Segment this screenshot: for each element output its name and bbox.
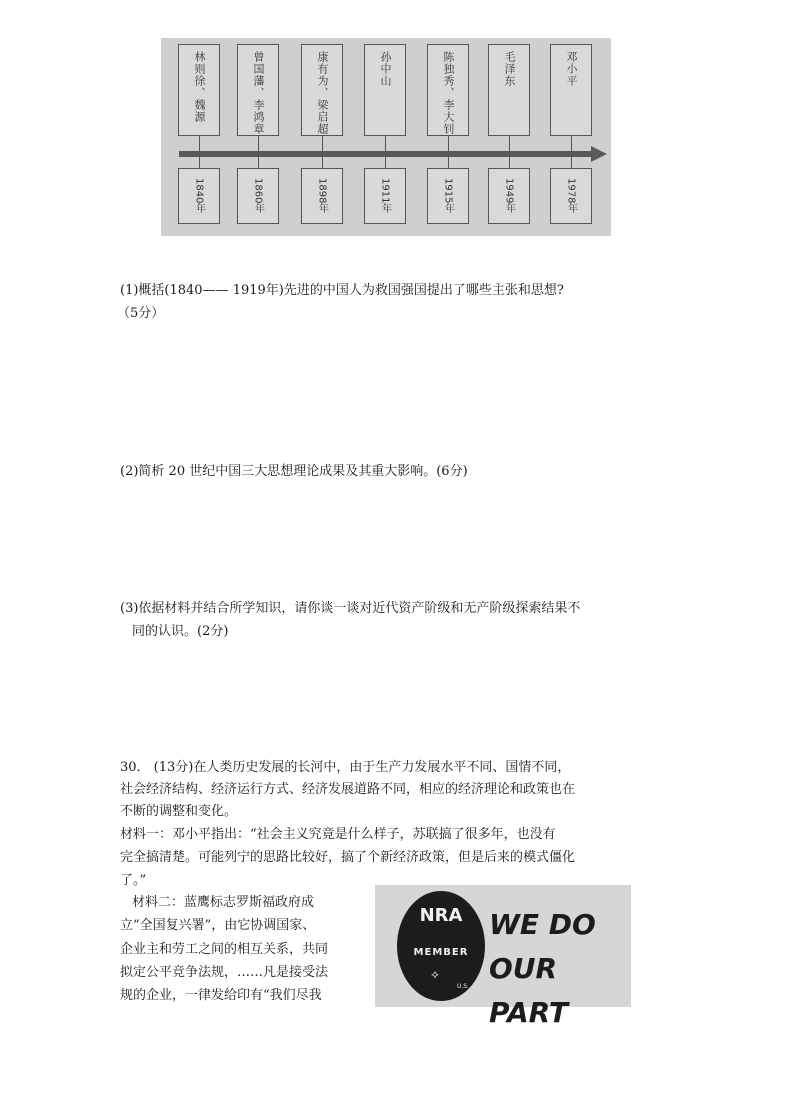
timeline-year-label: 1898年: [316, 178, 328, 214]
material-2-text-cont: 拟定公平竞争法规，……凡是接受法: [120, 965, 329, 980]
timeline-year-label: 1949年: [503, 178, 515, 214]
material-2-text-cont: 立“全国复兴署”，由它协调国家、: [120, 918, 316, 933]
question-30-intro: 30． (13分)在人类历史发展的长河中，由于生产力发展水平不同、国情不同，: [120, 760, 571, 775]
timeline-person-label: 孙中山: [379, 51, 392, 87]
question-2-text: (2)简析 20 世纪中国三大思想理论成果及其重大影响。(6分): [120, 464, 468, 479]
question-1-score: （5分）: [117, 306, 165, 321]
timeline-year-label: 1840年: [193, 178, 205, 214]
timeline-person-label: 林则徐、魏源: [193, 51, 206, 123]
timeline-person-label: 邓小平: [565, 51, 578, 87]
nra-slogan-line-1: WE DO: [489, 908, 596, 941]
timeline-year-box: [488, 168, 530, 224]
material-1-text: 材料一：邓小平指出：“社会主义究竟是什么样子，苏联搞了很多年，也没有: [120, 827, 556, 842]
timeline-year-box: [237, 168, 279, 224]
timeline-year-box: [550, 168, 592, 224]
timeline-figure: [161, 38, 611, 236]
question-3-text-cont: 同的认识。(2分): [132, 624, 229, 639]
eagle-icon: ⟡: [431, 967, 439, 981]
timeline-person-box: [488, 44, 530, 136]
nra-emblem-us: U.S.: [457, 983, 470, 990]
timeline-arrow-icon: [591, 146, 607, 162]
timeline-person-label: 陈独秀、李大钊: [442, 51, 455, 135]
timeline-person-label: 毛泽东: [503, 51, 516, 87]
material-2-text-cont: 规的企业，一律发给印有“我们尽我: [120, 988, 322, 1003]
timeline-person-box: [364, 44, 406, 136]
question-30-intro-cont: 不断的调整和变化。: [120, 804, 238, 819]
timeline-connector: [571, 136, 572, 168]
question-30-intro-cont: 社会经济结构、经济运行方式、经济发展道路不同，相应的经济理论和政策也在: [120, 782, 576, 797]
material-1-text-cont: 完全搞清楚。可能列宁的思路比较好，搞了个新经济政策，但是后来的模式僵化: [120, 850, 576, 865]
timeline-year-label: 1911年: [379, 178, 391, 214]
timeline-year-box: [364, 168, 406, 224]
timeline-person-box: [178, 44, 220, 136]
material-2-text: 材料二：蓝鹰标志罗斯福政府成: [132, 895, 315, 910]
timeline-connector: [448, 136, 449, 168]
nra-slogan: [489, 903, 631, 1035]
timeline-person-box: [301, 44, 343, 136]
timeline-year-box: [178, 168, 220, 224]
timeline-person-box: [427, 44, 469, 136]
nra-blue-eagle-emblem: [397, 891, 485, 1001]
timeline-year-box: [301, 168, 343, 224]
nra-slogan-line-2: OUR PART: [489, 952, 569, 1029]
timeline-year-label: 1978年: [565, 178, 577, 214]
timeline-connector: [385, 136, 386, 168]
timeline-person-label: 曾国藩、李鸿章: [252, 51, 265, 135]
timeline-connector: [199, 136, 200, 168]
timeline-connector: [322, 136, 323, 168]
nra-emblem-member: MEMBER: [413, 947, 469, 958]
timeline-connector: [509, 136, 510, 168]
material-2-text-cont: 企业主和劳工之间的相互关系，共同: [120, 942, 329, 957]
timeline-person-label: 康有为、梁启超: [316, 51, 329, 135]
timeline-year-label: 1915年: [442, 178, 454, 214]
timeline-year-label: 1860年: [252, 178, 264, 214]
timeline-person-box: [237, 44, 279, 136]
timeline-year-box: [427, 168, 469, 224]
timeline-connector: [258, 136, 259, 168]
material-1-text-cont: 了。”: [120, 873, 147, 888]
timeline-person-box: [550, 44, 592, 136]
question-1-text: (1)概括(1840—— 1919年)先进的中国人为救国强国提出了哪些主张和思想?: [120, 283, 564, 298]
question-3-text: (3)依据材料并结合所学知识，请你谈一谈对近代资产阶级和无产阶级探索结果不: [120, 601, 581, 616]
nra-emblem-title: NRA: [419, 905, 463, 926]
nra-poster-image: [375, 885, 631, 1029]
